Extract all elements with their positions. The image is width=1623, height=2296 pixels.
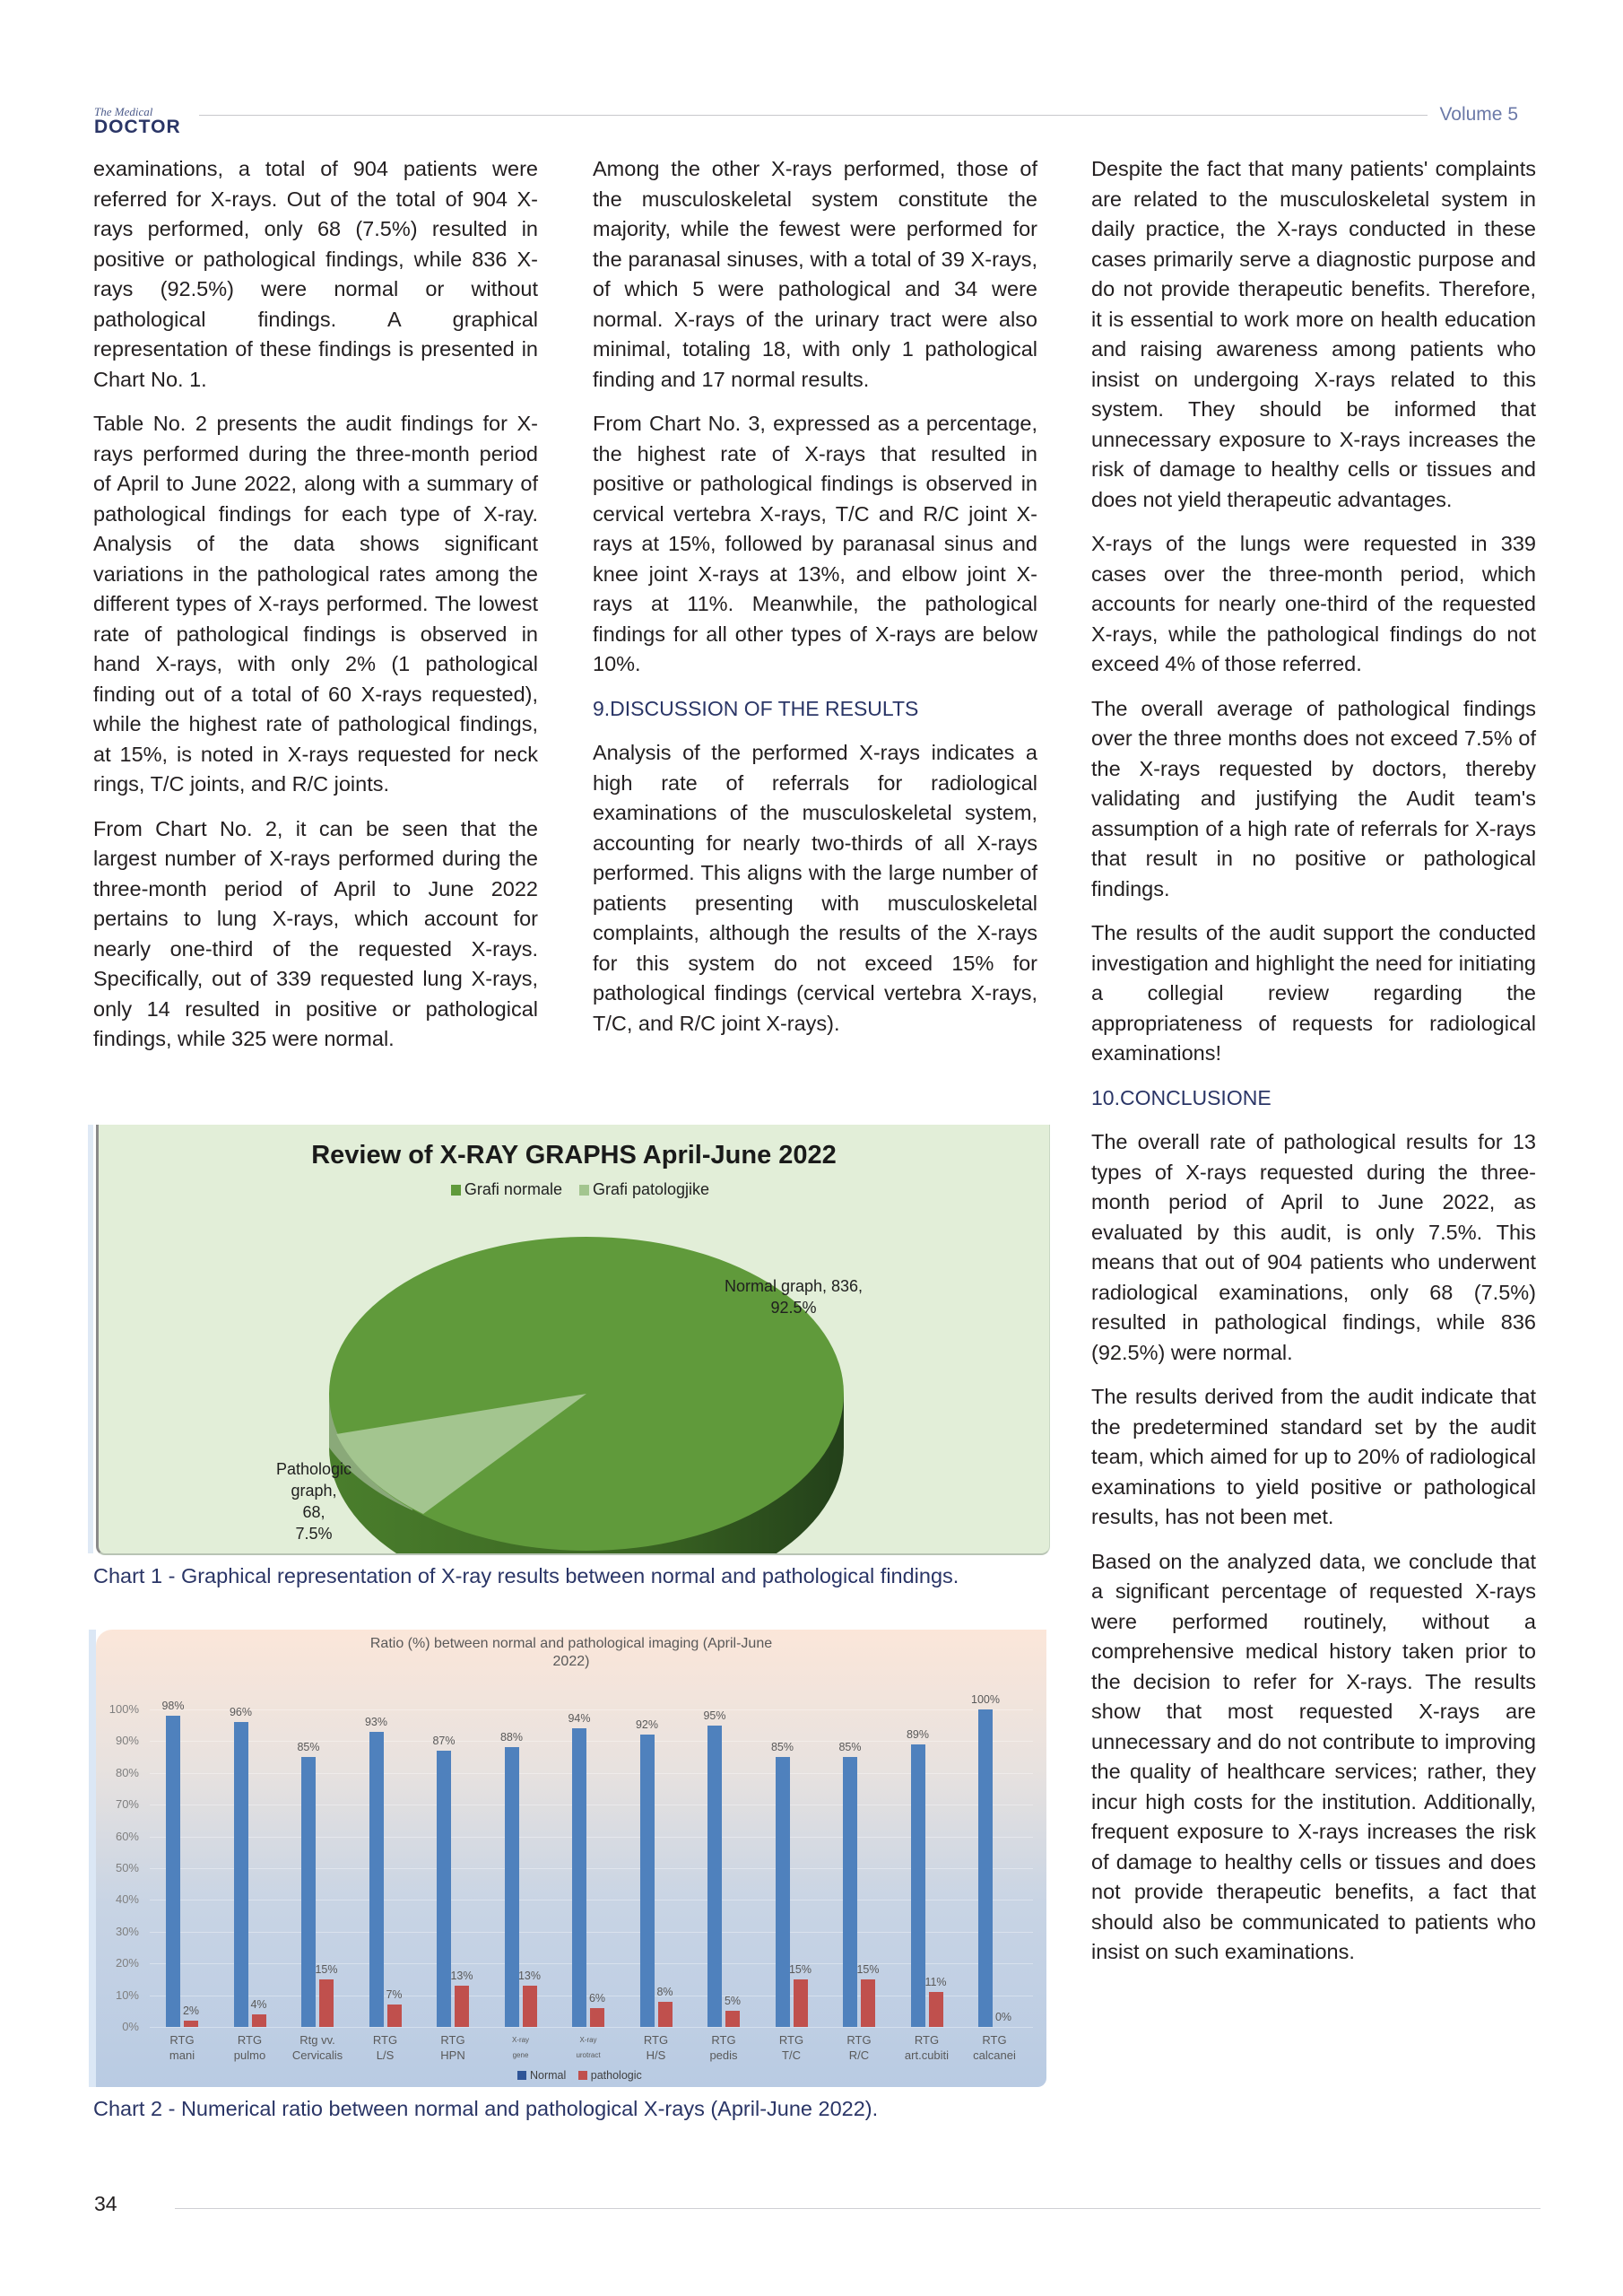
volume-label: Volume 5 bbox=[1439, 104, 1518, 125]
data-label: 0% bbox=[994, 2011, 1012, 2023]
x-category-label: RTG mani bbox=[169, 2033, 195, 2062]
bar-normal bbox=[640, 1735, 655, 2027]
data-label: 11% bbox=[924, 1976, 947, 1989]
data-label: 4% bbox=[250, 1997, 267, 2011]
y-tick-label: 30% bbox=[115, 1924, 139, 1938]
data-label: 85% bbox=[838, 1741, 862, 1754]
x-category-label: RTG art.cubiti bbox=[904, 2033, 950, 2062]
data-label: 85% bbox=[297, 1741, 320, 1754]
bar-pathologic bbox=[590, 2008, 604, 2027]
y-tick-label: 80% bbox=[115, 1765, 139, 1779]
title-line: Ratio (%) between normal and pathological imaging (April-June bbox=[369, 1636, 773, 1651]
label-line: Normal graph, 836, bbox=[724, 1277, 864, 1295]
x-category-label: RTG H/S bbox=[643, 2033, 669, 2062]
x-category-label: RTG T/C bbox=[778, 2033, 804, 2062]
paragraph: The overall average of pathological findings over the three months does not exceed 7.5% of the X-rays requested by doctors, thereby validating and justifying the Audit team's assumption of a high rate of referrals for X-rays that result in no positive or pathological findings. bbox=[1091, 696, 1536, 900]
bar-legend bbox=[508, 2069, 642, 2082]
pie-chart-title: Review of X-RAY GRAPHS April-June 2022 bbox=[311, 1141, 837, 1170]
paragraph: Analysis of the performed X-rays indicates a high rate of referrals for radiological examinations of the musculoskeletal system, accounting for nearly two-thirds of all X-rays performed. This aligns with the large number of patients presenting with musculoskeletal complaints, although the results of the X-rays for this system do not exceed 15% for pathological findings (cervical vertebra X-rays, T/C, and R/C joint X-rays). bbox=[593, 741, 1037, 1035]
data-label: 13% bbox=[517, 1969, 542, 1982]
data-label: 8% bbox=[656, 1985, 673, 1998]
section-heading-discussion: 9.DISCUSSION OF THE RESULTS bbox=[593, 696, 919, 720]
x-category-label: RTG R/C bbox=[846, 2033, 872, 2062]
logo-subtitle: The Medical bbox=[94, 105, 153, 118]
bar-normal bbox=[978, 1709, 993, 2027]
paragraph: From Chart No. 3, expressed as a percentage, the highest rate of X-rays that resulted in positive or pathological findings is observed in cervical vertebra X-rays, T/C and R/C joint X-rays at 15%, followed by paranasal sinus and knee joint X-rays at 13%, and elbow joint X-rays at 11%. Meanwhile, the pathological findings for all other types of X-rays are below 10%. bbox=[593, 412, 1037, 675]
y-tick-label: 70% bbox=[115, 1797, 139, 1812]
x-category-label: X-ray gene bbox=[511, 2036, 530, 2059]
chart1-caption: Chart 1 - Graphical representation of X-ray results between normal and pathological findings. bbox=[93, 1564, 959, 1587]
bar-pathologic bbox=[658, 2002, 673, 2027]
paragraph: Based on the analyzed data, we conclude that a significant percentage of requested X-rays were performed routinely, without a comprehensive medical history taken prior to the decision to refer for X-rays. The results show that most requested X-rays are unnecessary and do not contribute to improving the quality of healthcare services; rather, they incur high costs for the institution. Additionally, frequent exposure to X-rays increases the risk of damage to healthy cells or tissues and does not provide therapeutic benefits, a fact that should also be communicated to patients who insist on such examinations. bbox=[1091, 1549, 1536, 1963]
data-label: 15% bbox=[856, 1962, 880, 1976]
bar-normal bbox=[776, 1757, 790, 2027]
data-label: 92% bbox=[635, 1718, 659, 1732]
text-column-middle bbox=[593, 154, 1037, 1053]
legend-label-normal: Grafi normale bbox=[464, 1180, 562, 1198]
bar-chart-title bbox=[96, 1635, 1046, 1671]
paragraph: Table No. 2 presents the audit findings for X-rays performed during the three-month period of April to June 2022, along with a summary of pathological findings for each type of X-ray. Analysis of the data shows significant variations in the pathological rates among the different types of X-rays performed. The lowest rate of pathological findings is observed in hand X-rays, with only 2% (1 pathological finding out of a total of 60 X-rays requested), while the highest rate of pathological findings, at 15%, is noted in X-rays requested for neck rings, T/C joints, and R/C joints. bbox=[93, 412, 538, 796]
gridline bbox=[150, 2027, 1033, 2028]
data-label: 6% bbox=[588, 1991, 606, 2005]
bar-normal bbox=[437, 1751, 451, 2027]
paragraph: The results of the audit support the conducted investigation and highlight the need for initiating a collegial review regarding the appropriateness of requests for radiological examinations! bbox=[1091, 921, 1536, 1065]
x-category-label: RTG pulmo bbox=[233, 2033, 266, 2062]
data-label: 2% bbox=[182, 2004, 200, 2017]
gridline bbox=[150, 1837, 1033, 1838]
y-tick-label: 50% bbox=[115, 1861, 139, 1874]
bar-normal bbox=[301, 1757, 316, 2027]
bar-pathologic bbox=[184, 2021, 198, 2027]
bar-normal bbox=[505, 1747, 519, 2027]
gridline bbox=[150, 1741, 1033, 1742]
y-tick-label: 10% bbox=[115, 1987, 139, 2002]
legend-swatch-normal bbox=[517, 2071, 526, 2080]
y-tick-label: 20% bbox=[115, 1956, 139, 1970]
gridline bbox=[150, 1932, 1033, 1933]
bar-normal bbox=[234, 1722, 248, 2027]
legend-label-pathologic: pathologic bbox=[590, 2069, 642, 2082]
data-label: 95% bbox=[703, 1709, 726, 1722]
data-label: 15% bbox=[788, 1962, 812, 1976]
data-label: 87% bbox=[432, 1735, 456, 1748]
label-line: graph, bbox=[291, 1482, 337, 1500]
bar-pathologic bbox=[455, 1986, 469, 2027]
paragraph: Among the other X-rays performed, those of the musculoskeletal system constitute the majority, while the fewest were performed for the paranasal sinuses, with a total of 39 X-rays, of which 5 were pathological and 34 were normal. X-rays of the urinary tract were also minimal, totaling 18, with only 1 pathological finding and 17 normal results. bbox=[593, 157, 1037, 391]
bar-pathologic bbox=[387, 2005, 402, 2027]
gridline bbox=[150, 1709, 1033, 1710]
y-tick-label: 40% bbox=[115, 1892, 139, 1907]
bar-chart bbox=[96, 1630, 1046, 2087]
label-line: 92.5% bbox=[770, 1299, 817, 1317]
gridline bbox=[150, 1868, 1033, 1869]
paragraph: Despite the fact that many patients' complaints are related to the musculoskeletal system in daily practice, the X-rays conducted in these cases primarily serve a diagnostic purpose and do not provide therapeutic benefits. Therefore, it is essential to work more on health education and raising awareness among patients who insist on undergoing X-rays related to this system. They should be informed that unnecessary exposure to X-rays increases the risk of damage to healthy cells or tissues and does not yield therapeutic advantages. bbox=[1091, 157, 1536, 511]
data-label: 100% bbox=[971, 1693, 1000, 1706]
y-tick-label: 0% bbox=[122, 2020, 139, 2033]
paragraph: The overall rate of pathological results for 13 types of X-rays requested during the three-month period of April to June 2022, as evaluated by this audit, is only 7.5%. This means that out of 904 patients who underwent radiological examinations, only 68 (7.5%) resulted in pathological findings, while 836 (92.5%) were normal. bbox=[1091, 1130, 1536, 1364]
bar-pathologic bbox=[252, 2014, 266, 2027]
title-line: 2022) bbox=[552, 1654, 590, 1669]
bar-pathologic bbox=[725, 2011, 740, 2027]
data-label: 94% bbox=[568, 1712, 591, 1726]
logo-title: DOCTOR bbox=[94, 117, 181, 137]
data-label: 89% bbox=[906, 1727, 930, 1741]
data-label: 88% bbox=[499, 1731, 524, 1744]
section-heading-conclusion: 10.CONCLUSIONE bbox=[1091, 1085, 1271, 1109]
data-label: 96% bbox=[229, 1706, 253, 1719]
x-category-label: RTG calcanei bbox=[973, 2033, 1016, 2062]
data-label: 93% bbox=[364, 1715, 388, 1728]
data-label: 5% bbox=[724, 1995, 742, 2008]
gridline bbox=[150, 1773, 1033, 1774]
y-tick-label: 100% bbox=[108, 1702, 139, 1716]
bar-pathologic bbox=[794, 1979, 808, 2027]
y-tick-label: 60% bbox=[115, 1829, 139, 1843]
page-number: 34 bbox=[94, 2192, 117, 2215]
bar-normal bbox=[369, 1732, 384, 2027]
x-category-label: X-ray urotract bbox=[576, 2036, 601, 2059]
pie-label-pathologic bbox=[260, 1458, 368, 1544]
chart2-caption: Chart 2 - Numerical ratio between normal and pathological X-rays (April-June 2022). bbox=[93, 2097, 879, 2120]
bar-normal bbox=[707, 1726, 722, 2027]
label-line: 7.5% bbox=[295, 1525, 333, 1543]
legend-label-normal: Normal bbox=[530, 2069, 567, 2082]
text-column-right bbox=[1091, 154, 1536, 1982]
data-label: 85% bbox=[770, 1741, 794, 1754]
paragraph: The results derived from the audit indicate that the predetermined standard set by the audit team, which aimed for up to 20% of radiological examinations to yield positive or pathological results, has not been met. bbox=[1091, 1385, 1536, 1528]
legend-label-pathologic: Grafi patologjike bbox=[592, 1180, 710, 1198]
pie-chart bbox=[96, 1125, 1050, 1555]
bar-normal bbox=[572, 1728, 586, 2027]
bar-pathologic bbox=[861, 1979, 875, 2027]
data-label: 15% bbox=[315, 1962, 338, 1976]
bar-pathologic bbox=[523, 1986, 537, 2027]
data-label: 13% bbox=[450, 1969, 473, 1982]
bar-normal bbox=[166, 1716, 180, 2027]
label-line: 68, bbox=[302, 1503, 325, 1521]
text-column-left bbox=[93, 154, 538, 1069]
pie-label-normal bbox=[690, 1275, 897, 1318]
y-tick-label: 90% bbox=[115, 1734, 139, 1748]
gridline bbox=[150, 1963, 1033, 1964]
data-label: 98% bbox=[161, 1700, 185, 1713]
x-category-label: RTG pedis bbox=[709, 2033, 738, 2062]
x-category-label: RTG L/S bbox=[372, 2033, 398, 2062]
x-category-label: RTG HPN bbox=[440, 2033, 465, 2062]
x-category-label: Rtg vv. Cervicalis bbox=[291, 2033, 343, 2062]
pie-graphic bbox=[99, 1125, 1049, 1553]
bar-normal bbox=[843, 1757, 857, 2027]
data-label: 7% bbox=[386, 1988, 403, 2002]
header-divider bbox=[199, 115, 1428, 116]
legend-swatch-pathologic bbox=[578, 2071, 587, 2080]
bar-pathologic bbox=[929, 1992, 943, 2027]
paragraph: X-rays of the lungs were requested in 339 cases over the three-month period, which accounts for nearly one-third of the requested X-rays, while the pathological findings do not exceed 4% of those referred. bbox=[1091, 532, 1536, 675]
bar-pathologic bbox=[319, 1979, 334, 2027]
label-line: Pathologic bbox=[275, 1460, 352, 1478]
paragraph: From Chart No. 2, it can be seen that the largest number of X-rays performed during the three-month period of April to June 2022 pertains to lung X-rays, which account for nearly one-third of the requested X-rays. Specifically, out of 339 requested lung X-rays, only 14 resulted in positive or pathological findings, while 325 were normal. bbox=[93, 816, 538, 1050]
footer-divider bbox=[175, 2208, 1541, 2209]
journal-logo bbox=[94, 106, 181, 137]
paragraph: examinations, a total of 904 patients were referred for X-rays. Out of the total of 904 X-rays performed, only 68 (7.5%) resulted in positive or pathological findings, while 836 X-rays (92.5%) were normal or without pathological findings. A graphical representation of these findings is presented in Chart No. 1. bbox=[93, 157, 538, 391]
